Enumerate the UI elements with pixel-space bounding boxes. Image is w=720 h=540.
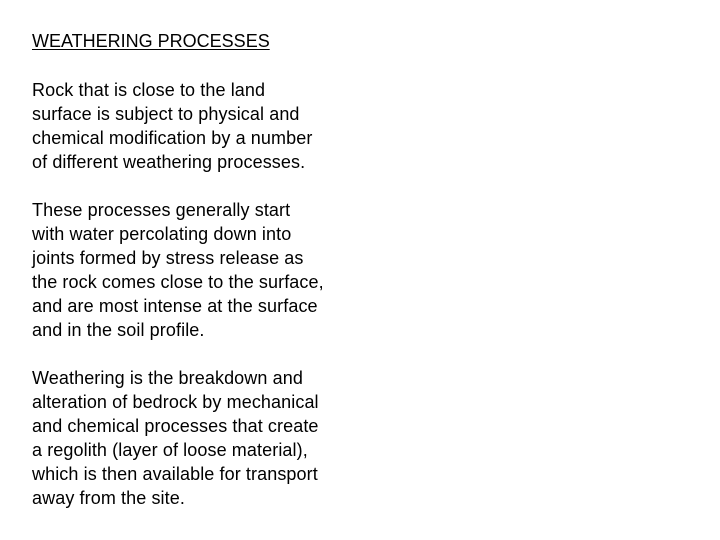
text-line: which is then available for transport: [32, 464, 318, 484]
text-line: with water percolating down into: [32, 224, 292, 244]
text-line: surface is subject to physical and: [32, 104, 300, 124]
text-line: the rock comes close to the surface,: [32, 272, 324, 292]
text-line: a regolith (layer of loose material),: [32, 440, 308, 460]
text-line: alteration of bedrock by mechanical: [32, 392, 319, 412]
text-line: and chemical processes that create: [32, 416, 319, 436]
text-line: Rock that is close to the land: [32, 80, 266, 100]
paragraph-processes: [32, 198, 362, 342]
paragraph-intro: [32, 78, 362, 174]
text-line: joints formed by stress release as: [32, 248, 304, 268]
text-line: Weathering is the breakdown and: [32, 368, 303, 388]
text-line: chemical modification by a number: [32, 128, 313, 148]
body-text: [32, 78, 362, 534]
paragraph-definition: [32, 366, 362, 510]
text-line: of different weathering processes.: [32, 152, 306, 172]
page-title: WEATHERING PROCESSES: [32, 31, 270, 51]
text-line: and in the soil profile.: [32, 320, 205, 340]
text-line: These processes generally start: [32, 200, 291, 220]
text-line: and are most intense at the surface: [32, 296, 318, 316]
text-line: away from the site.: [32, 488, 185, 508]
